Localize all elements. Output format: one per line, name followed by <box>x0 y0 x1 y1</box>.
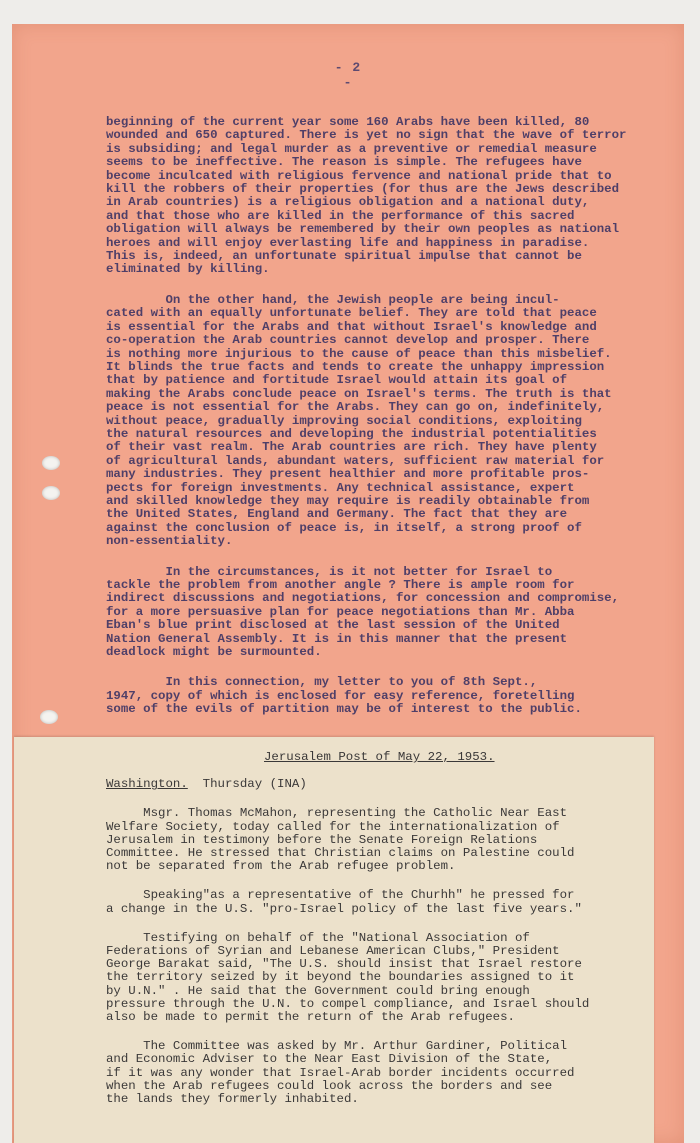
dateline-place: Washington. <box>106 777 188 792</box>
clipping-paragraph: Testifying on behalf of the "National Association of Federations of Syrian and Lebanese American Clubs," President George Barakat said, "The U.S. should insist that Israel restore the territory seized by it beyond the boundaries assigned to it by U.N." . He said that the Government could bring enough pressure through the U.N. to compel compliance, and Israel should also be made to permit the return of the Arab refugees. <box>106 930 590 1025</box>
newspaper-clipping <box>14 737 654 1143</box>
clipping-paragraph: Speaking"as a representative of the Churhh" he pressed for a change in the U.S. "pro-Israel policy of the last five years." <box>106 888 582 916</box>
clipping-body <box>106 751 646 1122</box>
clipping-dateline <box>106 778 646 791</box>
page-number: - 2 - <box>334 60 362 90</box>
letter-paragraph: In this connection, my letter to you of 8th Sept., 1947, copy of which is enclosed for easy reference, foretelling some of the evils of partition may be of interest to the public. <box>106 675 582 717</box>
punch-hole <box>42 456 60 470</box>
clipping-paragraph: The Committee was asked by Mr. Arthur Gardiner, Political and Economic Adviser to the Near East Division of the State, if it was any wonder that Israel-Arab border incidents occurred when the Arab refugees could look across the borders and see the lands they formerly inhabited. <box>106 1039 575 1107</box>
letter-paragraph: On the other hand, the Jewish people are being incul- cated with an equally unfortunate belief. They are told that peace is essential for the Arabs and that without Israel's knowledge and co-operation the Arab countries cannot develop and prosper. There is nothing more injurious to the cause of peace than this misbelief. It blinds the true facts and tends to create the unhappy impression that by patience and fortitude Israel would attain its goal of making the Arabs conclude peace on Israel's terms. The truth is that peace is not essential for the Arabs. They can go on, indefinitely, without peace, gradually improving social conditions, exploiting the natural resources and developing the industrial potentialities of their vast realm. The Arab countries are rich. They have plenty of agricultural lands, abundant waters, sufficient raw material for many industries. They present healthier and more profitable pros- pects for foreign investments. Any technical assistance, expert and skilled knowledge they may require is readily obtainable from the United States, England and Germany. The fact that they are against the conclusion of peace is, in itself, a strong proof of non-essentiality. <box>106 292 612 549</box>
clipping-heading: Jerusalem Post of May 22, 1953. <box>264 750 495 764</box>
letter-body <box>106 116 686 734</box>
punch-hole <box>40 710 58 724</box>
letter-paragraph: beginning of the current year some 160 Arabs have been killed, 80 wounded and 650 captured. There is yet no sign that the wave of terror is subsiding; and legal murder as a preventive or remedial measure seems to be ineffective. The reason is simple. The refugees have become inculcated with religious fervence and national pride that to kill the robbers of their properties (for thus are the Jews described in Arab countries) is a religious obligation and a national duty, and that those who are killed in the performance of this sacred obligation will always be remembered by their own peoples as national heroes and will enjoy everlasting life and happiness in paradise. This is, indeed, an unfortunate spiritual impulse that cannot be eliminated by killing. <box>106 115 627 277</box>
letter-paragraph: In the circumstances, is it not better for Israel to tackle the problem from another angle ? There is ample room for indirect discussions and negotiations, for concession and compromise, for a more persuasive plan for peace negotiations than Mr. Abba Eban's blue print disclosed at the last session of the United Nation General Assembly. It is in this manner that the present deadlock might be surmounted. <box>106 564 620 660</box>
dateline-rest: Thursday (INA) <box>187 777 307 792</box>
clipping-paragraph: Msgr. Thomas McMahon, representing the Catholic Near East Welfare Society, today called for the internationalization of Jerusalem in testimony before the Senate Foreign Relations Committee. He stressed that Christian claims on Palestine could not be separated from the Arab refugee problem. <box>106 806 575 874</box>
punch-hole <box>42 486 60 500</box>
